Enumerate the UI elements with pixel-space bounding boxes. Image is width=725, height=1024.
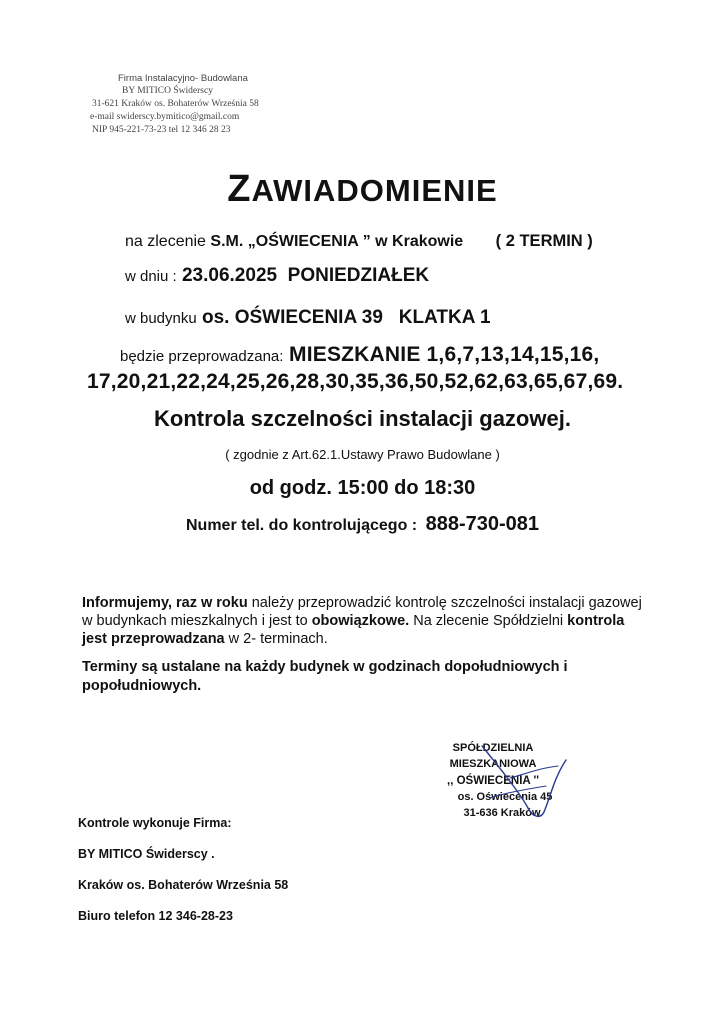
inspection-hours: od godz. 15:00 do 18:30 (249, 477, 476, 499)
contact-phone: 888-730-081 (425, 513, 540, 535)
page-title (0, 168, 725, 211)
apartments-line-1 (120, 343, 599, 367)
contact-label: Numer tel. do kontrolującego : (185, 517, 418, 534)
letterhead-line: BY MITICO Świderscy (122, 86, 213, 96)
building-prefix: w budynku (125, 310, 197, 327)
stamp-line: ,, OŚWIECENIA '' (447, 775, 539, 787)
letterhead (78, 72, 318, 137)
info-text-1: należy przeprowadzić kontrolę szczelności instalacji gazowej w budynkach mieszkalnych i jest to (82, 595, 642, 629)
building-line (125, 307, 491, 329)
contractor-line: BY MITICO Świderscy . (78, 847, 215, 861)
apartments-list-2: 17,20,21,22,24,25,26,28,30,35,36,50,52,62,63,65,67,69. (87, 370, 624, 393)
title-initial: Z (227, 168, 252, 210)
contractor-line: Biuro telefon 12 346-28-23 (78, 909, 233, 923)
stamp-line: os. Oświecenia 45 (457, 791, 553, 803)
inspection-subject: Kontrola szczelności instalacji gazowej. (154, 406, 571, 431)
schedule-paragraph: Terminy są ustalane na każdy budynek w godzinach dopołudniowych i popołudniowych. (82, 659, 568, 694)
info-paragraph (82, 594, 642, 648)
date-value: 23.06.2025 (181, 265, 278, 286)
letterhead-line: 31-621 Kraków os. Bohaterów Września 58 (92, 99, 259, 109)
inspector-contact (0, 513, 725, 536)
info-bold-2: obowiązkowe. (311, 613, 410, 629)
order-client: S.M. „OŚWIECENIA ” w Krakowie (210, 233, 464, 250)
stamp-line: 31-636 Kraków (463, 807, 541, 819)
legal-basis: ( zgodnie z Art.62.1.Ustawy Prawo Budowlane ) (225, 447, 500, 462)
date-line (125, 265, 429, 287)
order-line (125, 232, 593, 251)
info-text-3: w 2- terminach. (224, 631, 328, 647)
info-bold-1: Informujemy, raz w roku (82, 595, 248, 611)
handwritten-signature (470, 738, 580, 828)
info-bold-3: kontrola jest przeprowadzana (82, 613, 625, 647)
letterhead-line: e-mail swiderscy.bymitico@gmail.com (90, 112, 240, 122)
stamp-line: SPÓŁDZIELNIA MIESZKANIOWA (449, 742, 537, 770)
letterhead-line: NIP 945-221-73-23 tel 12 346 28 23 (92, 125, 231, 135)
order-prefix: na zlecenie (125, 233, 206, 250)
date-weekday: PONIEDZIAŁEK (287, 265, 430, 286)
apartments-list-1: MIESZKANIE 1,6,7,13,14,15,16, (289, 343, 600, 366)
contractor-line: Kontrole wykonuje Firma: (78, 816, 232, 830)
order-term: ( 2 TERMIN ) (495, 232, 593, 250)
date-prefix: w dniu : (125, 268, 177, 285)
title-rest: AWIADOMIENIE (251, 173, 498, 208)
building-address: os. OŚWIECENIA 39 (202, 307, 383, 328)
letterhead-line: Firma Instalacyjno- Budowlana (118, 73, 248, 84)
contractor-info (78, 816, 378, 940)
info-text-2: Na zlecenie Spółdzielni (409, 613, 568, 629)
contractor-line: Kraków os. Bohaterów Września 58 (78, 878, 289, 892)
building-staircase: KLATKA 1 (398, 307, 491, 328)
apartments-prefix: będzie przeprowadzana: (120, 348, 284, 365)
